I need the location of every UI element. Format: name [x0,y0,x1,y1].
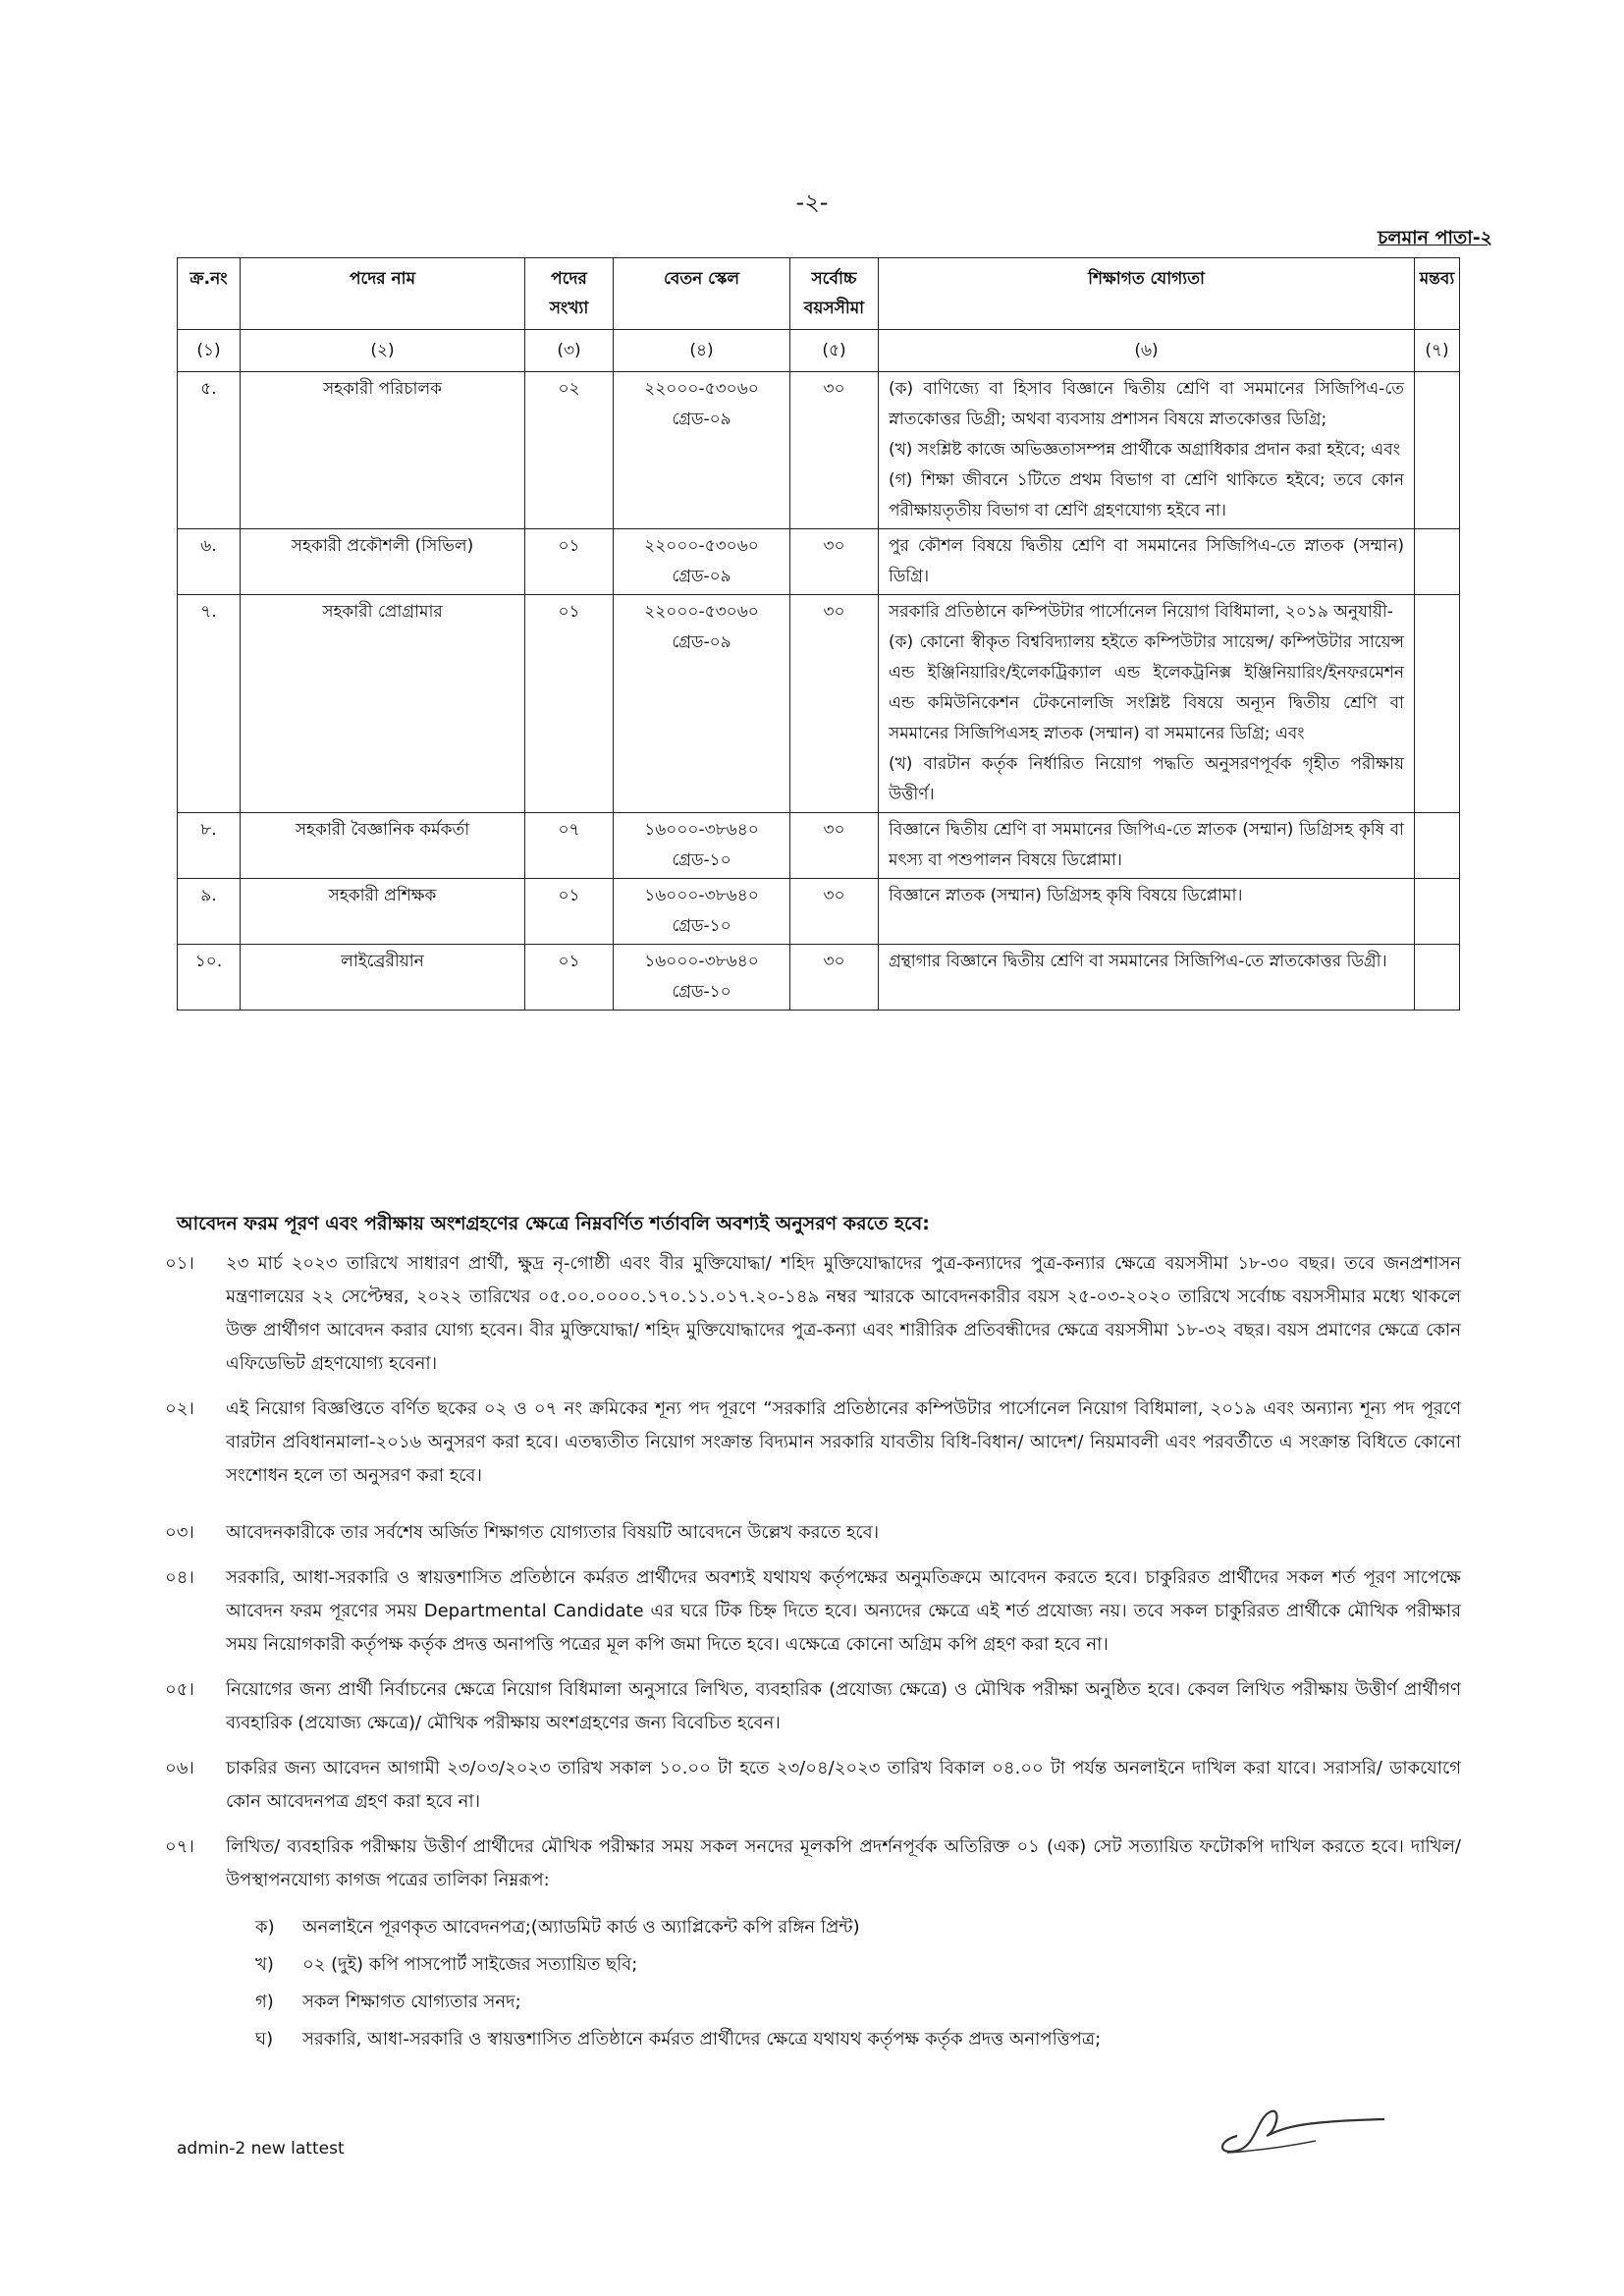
cell-age: ৩০ [790,372,879,529]
condition-item [165,1247,1461,1381]
list-item-marker: ক) [255,1917,275,1938]
cell-age: ৩০ [790,879,879,945]
table-header-row [178,258,1460,330]
cell-remarks [1415,529,1460,595]
condition-number: ০৪। [165,1567,194,1588]
list-item-text: ০২ (দুই) কপি পাসপোর্ট সাইজের সত্যায়িত ছবি; [302,1954,638,1975]
qualification-line: পুর কৌশল বিষয়ে দ্বিতীয় শ্রেণি বা সমমানের সিজিপিএ-তে স্নাতক (সম্মান) ডিগ্রি। [889,536,1404,586]
cell-scale [614,595,790,813]
condition-item [165,1673,1461,1740]
list-item-text: সরকারি, আধা-সরকারি ও স্বায়ত্তশাসিত প্রতিষ্ঠানে কর্মরত প্রার্থীদের ক্ষেত্রে যথাযথ কর্তৃপক্ষ কর্তৃক প্রদত্ত অনাপত্তিপত্র; [302,2029,1102,2050]
scale-range: ২২০০০-৫৩০৬০ [644,602,759,622]
column-number-row [178,330,1460,372]
condition-number: ০১। [165,1253,194,1274]
scale-grade: গ্রেড-০৯ [672,632,731,652]
col-num: (৫) [790,330,879,372]
cell-qualification [879,372,1415,529]
condition-text: নিয়োগের জন্য প্রার্থী নির্বাচনের ক্ষেত্রে নিয়োগ বিধিমালা অনুসারে লিখিত, ব্যবহারিক (প্রযোজ্য ক্ষেত্রে) ও মৌখিক পরীক্ষা অনুষ্ঠিত হবে। কেবল লিখিত পরীক্ষায় উত্তীর্ণ প্রার্থীগণ ব্যবহারিক (প্রযোজ্য ক্ষেত্রে)/ মৌখিক পরীক্ষায় অংশগ্রহণের জন্য বিবেচিত হবেন। [226,1679,1461,1733]
condition-item [165,1561,1461,1662]
scale-grade: গ্রেড-০৯ [672,567,731,586]
signature-mark [1198,2082,1394,2160]
qualification-line: (খ) বারটান কর্তৃক নির্ধারিত নিয়োগ পদ্ধতি অনুসরণপূর্বক গৃহীত পরীক্ষায় উত্তীর্ণ। [889,754,1404,804]
cell-post: সহকারী বৈজ্ঞানিক কর্মকর্তা [241,813,525,879]
condition-item [165,1752,1461,1819]
scale-grade: গ্রেড-০৯ [672,410,731,429]
cell-scale [614,945,790,1011]
qualification-line: বিজ্ঞানে স্নাতক (সম্মান) ডিগ্রিসহ কৃষি বিষয়ে ডিপ্লোমা। [889,886,1243,905]
condition-number: ০৭। [165,1836,194,1857]
cell-remarks [1415,813,1460,879]
condition-text: লিখিত/ ব্যবহারিক পরীক্ষায় উত্তীর্ণ প্রার্থীদের মৌখিক পরীক্ষার সময় সকল সনদের মূলকপি প্রদর্শনপূর্বক অতিরিক্ত ০১ (এক) সেট সত্যায়িত ফটোকপি দাখিল করতে হবে। দাখিল/ উপস্থাপনযোগ্য কাগজ পত্রের তালিকা নিম্নরূপ: [226,1836,1461,1890]
cell-scale [614,372,790,529]
cell-remarks [1415,372,1460,529]
continuation-label: চলমান পাতা-২ [1378,227,1492,248]
qualification-line: (খ) সংশ্লিষ্ট কাজে অভিজ্ঞতাসম্পন্ন প্রার্থীকে অগ্রাধিকার প্রদান করা হইবে; এবং [889,440,1401,460]
list-item [255,1909,1461,1946]
posts-table [177,257,1460,1011]
cell-count: ০১ [525,595,614,813]
table-row [178,879,1460,945]
cell-age: ৩০ [790,813,879,879]
cell-age: ৩০ [790,595,879,813]
scale-range: ১৬০০০-৩৮৬৪০ [644,952,759,971]
cell-scale [614,813,790,879]
cell-sl: ১০. [178,945,241,1011]
scale-grade: গ্রেড-১০ [672,916,731,936]
qualification-line: গ্রন্থাগার বিজ্ঞানে দ্বিতীয় শ্রেণি বা সমমানের সিজিপিএ-তে স্নাতকোত্তর ডিগ্রী। [889,952,1387,971]
table-row [178,372,1460,529]
cell-remarks [1415,595,1460,813]
header-post: পদের নাম [241,258,525,330]
page-number: -২- [795,189,829,216]
list-item [255,1984,1461,2021]
scale-range: ২২০০০-৫৩০৬০ [644,379,759,399]
condition-number: ০৫। [165,1679,194,1700]
cell-scale [614,879,790,945]
condition-text: এই নিয়োগ বিজ্ঞপ্তিতে বর্ণিত ছকের ০২ ও ০৭ নং ক্রমিকের শূন্য পদ পূরণে “সরকারি প্রতিষ্ঠানের কম্পিউটার পার্সোনেল নিয়োগ বিধিমালা, ২০১৯ এবং অন্যান্য শূন্য পদ পূরণে বারটান প্রবিধানমালা-২০১৬ অনুসরণ করা হবে। এতদ্ব্যতীত নিয়োগ সংক্রান্ত বিদ্যমান সরকারি যাবতীয় বিধি-বিধান/ আদেশ/ নিয়মাবলী এবং পরবর্তীতে এ সংক্রান্ত বিধিতে কোনো সংশোধন হলে তা অনুসরণ করা হবে। [226,1398,1461,1486]
col-num: (১) [178,330,241,372]
scale-range: ১৬০০০-৩৮৬৪০ [644,886,759,905]
condition-item [165,1393,1461,1493]
table-row [178,813,1460,879]
qualification-line: বিজ্ঞানে দ্বিতীয় শ্রেণি বা সমমানের জিপিএ-তে স্নাতক (সম্মান) ডিগ্রিসহ কৃষি বা মৎস্য বা পশুপালন বিষয়ে ডিপ্লোমা। [889,820,1404,870]
header-count: পদের সংখ্যা [525,258,614,330]
cell-remarks [1415,879,1460,945]
conditions-list [165,1247,1461,2058]
header-age: সর্বোচ্চ বয়সসীমা [790,258,879,330]
list-item [255,2021,1461,2058]
condition-item [165,1831,1461,1897]
cell-scale [614,529,790,595]
cell-age: ৩০ [790,529,879,595]
cell-sl: ৬. [178,529,241,595]
cell-post: সহকারী প্রোগ্রামার [241,595,525,813]
table-row [178,595,1460,813]
col-num: (৩) [525,330,614,372]
scale-range: ১৬০০০-৩৮৬৪০ [644,820,759,840]
condition-item [165,1516,1461,1550]
cell-post: সহকারী পরিচালক [241,372,525,529]
header-remarks: মন্তব্য [1415,258,1460,330]
cell-qualification [879,595,1415,813]
condition-number: ০৬। [165,1758,194,1778]
cell-qualification [879,813,1415,879]
list-item-text: সকল শিক্ষাগত যোগ্যতার সনদ; [302,1992,521,2012]
condition-text: চাকরির জন্য আবেদন আগামী ২৩/০৩/২০২৩ তারিখ সকাল ১০.০০ টা হতে ২৩/০৪/২০২৩ তারিখ বিকাল ০৪.০০ টা পর্যন্ত অনলাইনে দাখিল করা যাবে। সরাসরি/ ডাকযোগে কোন আবেদনপত্র গ্রহণ করা হবে না। [226,1758,1461,1812]
col-num: (৬) [879,330,1415,372]
cell-post: লাইব্রেরীয়ান [241,945,525,1011]
condition-text: ২৩ মার্চ ২০২৩ তারিখে সাধারণ প্রার্থী, ক্ষুদ্র নৃ-গোষ্ঠী এবং বীর মুক্তিযোদ্ধা/ শহিদ মুক্তিযোদ্ধাদের পুত্র-কন্যাদের পুত্র-কন্যার ক্ষেত্রে বয়সসীমা ১৮-৩০ বছর। তবে জনপ্রশাসন মন্ত্রণালয়ের ২২ সেপ্টেম্বর, ২০২২ তারিখের ০৫.০০.০০০০.১৭০.১১.০১৭.২০-১৪৯ নম্বর স্মারকে আবেদনকারীর বয়স ২৫-০৩-২০২০ তারিখে সর্বোচ্চ বয়সসীমার মধ্যে থাকলে উক্ত প্রার্থীগণ আবেদন করার যোগ্য হবেন। বীর মুক্তিযোদ্ধা/ শহিদ মুক্তিযোদ্ধাদের পুত্র-কন্যা এবং শারীরিক প্রতিবন্ধীদের ক্ষেত্রে বয়সসীমা ১৮-৩২ বছর। বয়স প্রমাণের ক্ষেত্রে কোন এফিডেভিট গ্রহণযোগ্য হবেনা। [226,1253,1461,1374]
condition-text: সরকারি, আধা-সরকারি ও স্বায়ত্তশাসিত প্রতিষ্ঠানে কর্মরত প্রার্থীদের অবশ্যই যথাযথ কর্তৃপক্ষের অনুমতিক্রমে আবেদন করতে হবে। চাকুরিরত প্রার্থীদের সকল শর্ত পূরণ সাপেক্ষে আবেদন ফরম পূরণের সময় Departmental Candidate এর ঘরে টিক চিহ্ন দিতে হবে। অন্যদের ক্ষেত্রে এই শর্ত প্রযোজ্য নয়। তবে সকল চাকুরিরত প্রার্থীকে মৌখিক পরীক্ষার সময় নিয়োগকারী কর্তৃপক্ষ কর্তৃক প্রদত্ত অনাপত্তি পত্রের মূল কপি জমা দিতে হবে। এক্ষেত্রে কোনো অগ্রিম কপি গ্রহণ করা হবে না। [226,1567,1461,1655]
condition-text: আবেদনকারীকে তার সর্বশেষ অর্জিত শিক্ষাগত যোগ্যতার বিষয়টি আবেদনে উল্লেখ করতে হবে। [226,1522,880,1543]
cell-post: সহকারী প্রকৌশলী (সিভিল) [241,529,525,595]
cell-remarks [1415,945,1460,1011]
scale-range: ২২০০০-৫৩০৬০ [644,536,759,556]
col-num: (৪) [614,330,790,372]
table-row [178,945,1460,1011]
conditions-heading: আবেদন ফরম পূরণ এবং পরীক্ষায় অংশগ্রহণের ক্ষেত্রে নিম্নবর্ণিত শর্তাবলি অবশ্যই অনুসরণ করতে হবে: [177,1213,930,1234]
document-list [255,1909,1461,2058]
footer-note: admin-2 new lattest [177,2139,345,2159]
cell-qualification [879,529,1415,595]
cell-qualification [879,879,1415,945]
qualification-line: (ক) কোনো স্বীকৃত বিশ্ববিদ্যালয় হইতে কম্পিউটার সায়েন্স/ কম্পিউটার সায়েন্স এন্ড ইঞ্জিনিয়ারিং/ইলেকট্রিক্যাল এন্ড ইলেকট্রনিক্স ইঞ্জিনিয়ারিং/ইনফরমেশন এন্ড কমিউনিকেশন টেকনোলজি সংশ্লিষ্ট বিষয়ে অন্যূন দ্বিতীয় শ্রেণি বা সমমানের সিজিপিএসহ স্নাতক (সম্মান) বা সমমানের ডিগ্রি; এবং [889,632,1404,743]
header-qualification: শিক্ষাগত যোগ্যতা [879,258,1415,330]
col-num: (২) [241,330,525,372]
cell-qualification [879,945,1415,1011]
condition-number: ০২। [165,1398,194,1419]
list-item-marker: ঘ) [255,2029,274,2050]
cell-sl: ৫. [178,372,241,529]
list-item [255,1946,1461,1984]
list-item-marker: খ) [255,1954,274,1975]
cell-count: ০১ [525,945,614,1011]
cell-sl: ৭. [178,595,241,813]
header-sl: ক্র.নং [178,258,241,330]
cell-age: ৩০ [790,945,879,1011]
cell-count: ০১ [525,879,614,945]
cell-count: ০১ [525,529,614,595]
cell-count: ০২ [525,372,614,529]
condition-number: ০৩। [165,1522,194,1543]
list-item-text: অনলাইনে পূরণকৃত আবেদনপত্র;(অ্যাডমিট কার্ড ও অ্যাপ্লিকেন্ট কপি রঙ্গিন প্রিন্ট) [302,1917,860,1938]
cell-post: সহকারী প্রশিক্ষক [241,879,525,945]
cell-sl: ৯. [178,879,241,945]
qualification-line: সরকারি প্রতিষ্ঠানে কম্পিউটার পার্সোনেল নিয়োগ বিধিমালা, ২০১৯ অনুযায়ী- [889,602,1393,622]
cell-count: ০৭ [525,813,614,879]
list-item-marker: গ) [255,1992,274,2012]
header-scale: বেতন স্কেল [614,258,790,330]
qualification-line: (গ) শিক্ষা জীবনে ১টিতে প্রথম বিভাগ বা শ্রেণি থাকিতে হইবে; তবে কোন পরীক্ষায়তৃতীয় বিভাগ বা শ্রেণি গ্রহণযোগ্য হইবে না। [889,470,1404,520]
qualification-line: (ক) বাণিজ্যে বা হিসাব বিজ্ঞানে দ্বিতীয় শ্রেণি বা সমমানের সিজিপিএ-তে স্নাতকোত্তর ডিগ্রী; অথবা ব্যবসায় প্রশাসন বিষয়ে স্নাতকোত্তর ডিগ্রি; [889,379,1404,429]
table-row [178,529,1460,595]
cell-sl: ৮. [178,813,241,879]
col-num: (৭) [1415,330,1460,372]
scale-grade: গ্রেড-১০ [672,850,731,870]
scale-grade: গ্রেড-১০ [672,982,731,1002]
